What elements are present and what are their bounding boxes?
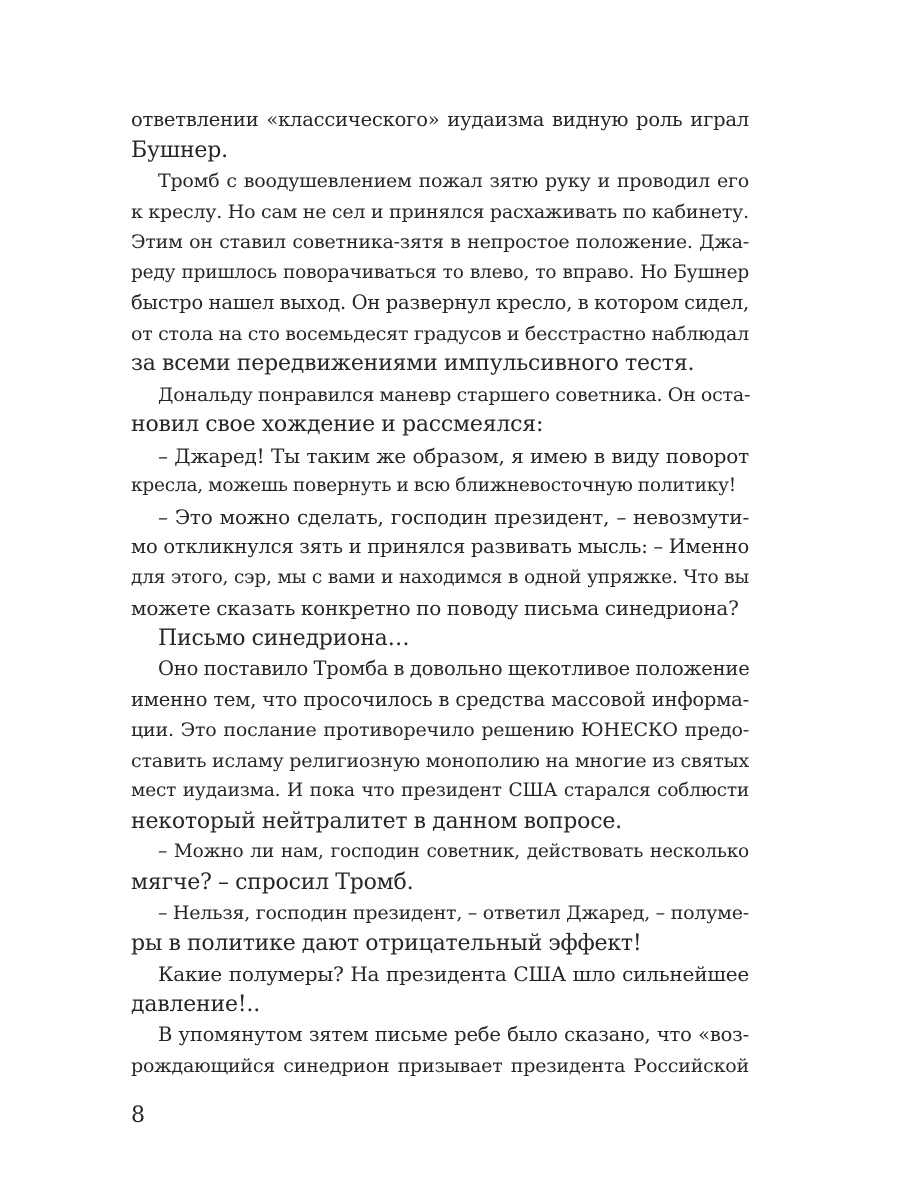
text-line: В упомянутом зятем письме ребе было сказано, что «воз- [158, 1023, 749, 1046]
text-line: быстро нашел выход. Он развернул кресло, в котором сидел, [131, 291, 749, 314]
text-line: ции. Это послание противоречило решению ЮНЕСКО предо- [131, 719, 749, 741]
text-line: ры в политике дают отрицательный эффект! [131, 930, 642, 956]
text-line: – Можно ли нам, господин советник, действовать несколько [158, 841, 749, 862]
text-line: Оно поставило Тромба в довольно щекотливое положение [158, 657, 750, 680]
text-line: для этого, сэр, мы с вами и находимся в одной упряжке. Что вы [131, 566, 749, 588]
text-line: ставить исламу религиозную монополию на многие из святых [131, 749, 749, 772]
text-line: Тромб с воодушевлением пожал зятю руку и проводил его [158, 170, 749, 192]
text-line: Бушнер. [131, 137, 228, 163]
text-line: мо откликнулся зять и принялся развивать мысль: – Именно [131, 535, 749, 558]
text-line: новил свое хождение и рассмеялся: [131, 412, 544, 437]
text-line: рождающийся синедрион призывает президента Российской [131, 1054, 749, 1077]
text-line: – Нельзя, господин президент, – ответил Джаред, – полуме- [158, 902, 749, 924]
text-line: ответвлении «классического» иудаизма видную роль играл [131, 108, 749, 131]
text-line: к креслу. Но сам не сел и принялся расхаживать по кабинету. [131, 200, 749, 223]
text-line: за всеми передвижениями импульсивного тестя. [131, 351, 695, 376]
text-line: можете сказать конкретно по поводу письма синедриона? [131, 596, 739, 620]
text-line: кресла, можешь повернуть и всю ближневосточную политику! [131, 475, 736, 496]
text-line: от стола на сто восемьдесят градусов и бесстрастно наблюдал [131, 322, 749, 345]
text-line: Какие полумеры? На президента США шло сильнейшее [158, 962, 749, 986]
text-line: именно тем, что просочилось в средства массовой информа- [131, 687, 749, 711]
text-line: мест иудаизма. И пока что президент США старался соблюсти [131, 780, 749, 801]
text-line: Этим он ставил советника-зятя в непростое положение. Джа- [131, 231, 749, 253]
text-line: давление!.. [131, 991, 261, 1017]
text-line: Дональду понравился маневр старшего советника. Он оста- [158, 383, 751, 406]
page-number: 8 [131, 1103, 145, 1128]
text-line: Письмо синедриона… [158, 625, 410, 651]
text-line: реду пришлось поворачиваться то влево, то вправо. Но Бушнер [131, 261, 749, 283]
body-text [131, 105, 749, 1081]
text-line: мягче? – спросил Тромб. [131, 869, 414, 895]
text-line: – Это можно сделать, господин президент, – невозмути- [158, 504, 749, 529]
text-line: – Джаред! Ты таким же образом, я имею в виду поворот [158, 443, 749, 468]
text-line: некоторый нейтралитет в данном вопросе. [131, 808, 622, 834]
